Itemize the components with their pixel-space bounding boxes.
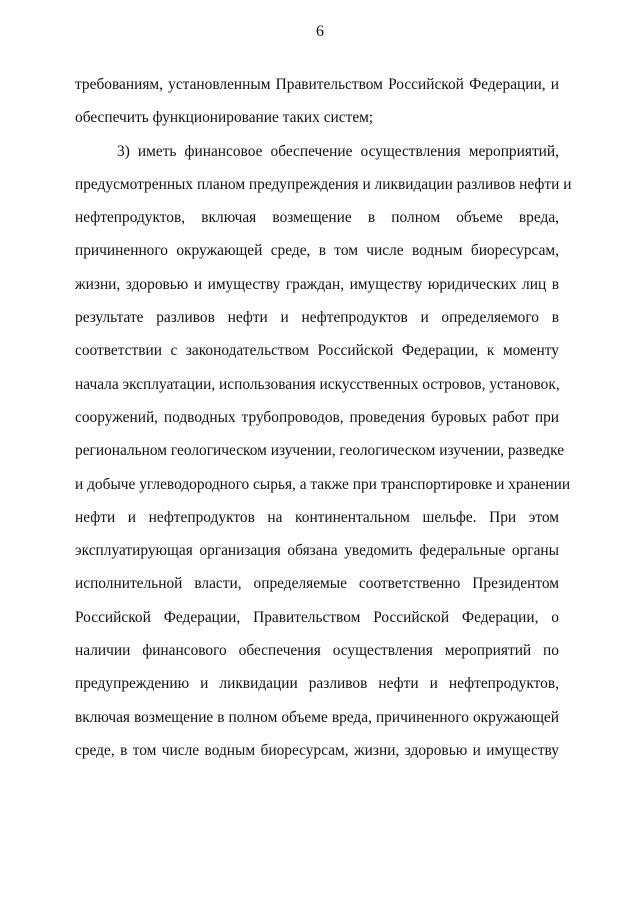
text-line: результате разливов нефти и нефтепродуктов и определяемого в (75, 309, 559, 327)
text-line: Российской Федерации, Правительством Российской Федерации, о (75, 608, 559, 626)
text-line: сооружений, подводных трубопроводов, проведения буровых работ при (75, 408, 559, 426)
text-line: нефтепродуктов, включая возмещение в полном объеме вреда, (75, 209, 559, 227)
text-line: эксплуатирующая организация обязана уведомить федеральные органы (75, 542, 559, 560)
text-line: начала эксплуатации, использования искусственных островов, установок, (75, 375, 560, 393)
text-line: соответствии с законодательством Российской Федерации, к моменту (75, 342, 559, 360)
text-line: нефти и нефтепродуктов на континентальном шельфе. При этом (75, 508, 559, 526)
text-line: региональном геологическом изучении, геологическом изучении, разведке (75, 442, 565, 460)
text-line: и добыче углеводородного сырья, а также при транспортировке и хранении (75, 475, 571, 493)
text-line: исполнительной власти, определяемые соответственно Президентом (75, 575, 559, 593)
text-line: причиненного окружающей среде, в том числе водным биоресурсам, (75, 242, 559, 260)
text-line: среде, в том числе водным биоресурсам, жизни, здоровью и имуществу (75, 741, 559, 759)
text-line: предусмотренных планом предупреждения и ликвидации разливов нефти и (75, 175, 572, 193)
text-line: предупреждению и ликвидации разливов нефти и нефтепродуктов, (75, 675, 559, 693)
text-line: 3) иметь финансовое обеспечение осуществления мероприятий, (117, 142, 559, 160)
text-line: обеспечить функционирование таких систем; (75, 109, 374, 127)
text-line: наличии финансового обеспечения осуществления мероприятий по (75, 642, 559, 660)
page-number: 6 (316, 23, 324, 40)
text-line: включая возмещение в полном объеме вреда, причиненного окружающей (75, 708, 559, 726)
text-line: требованиям, установленным Правительством Российской Федерации, и (75, 76, 559, 93)
text-line: жизни, здоровью и имуществу граждан, имуществу юридических лиц в (75, 275, 559, 293)
body-text (75, 68, 572, 767)
